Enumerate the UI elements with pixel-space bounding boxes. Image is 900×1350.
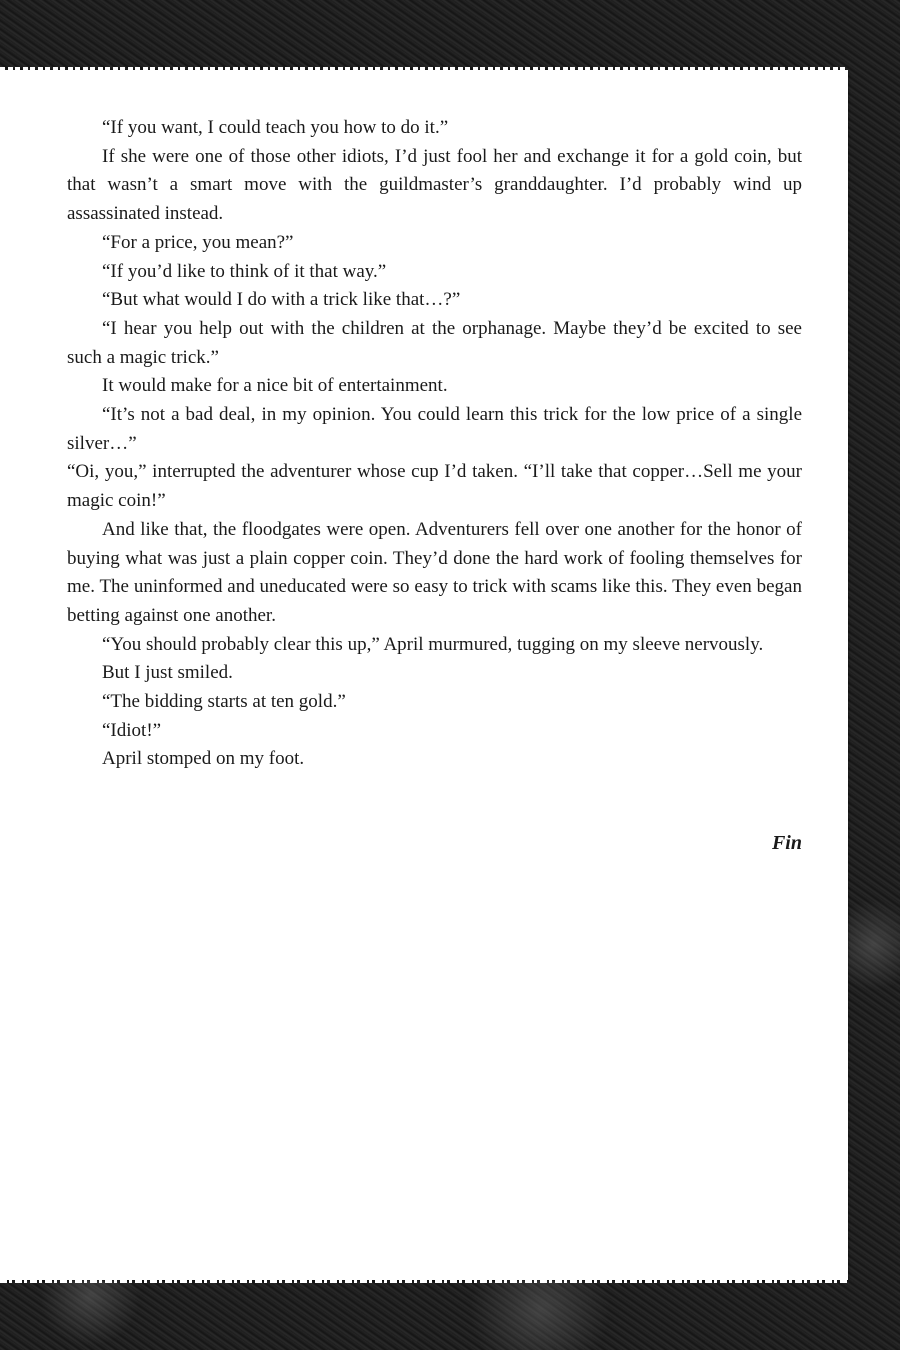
paragraph: “But what would I do with a trick like that…?”	[102, 289, 461, 311]
paragraph: “If you want, I could teach you how to do it.”	[102, 117, 449, 138]
paragraph: And like that, the floodgates were open. Adventurers fell over one another for the honor of buying what was just a plain copper coin. They’d done the hard work of fooling themselves for me. The uninformed and uneducated were so easy to trick with scams like this. They even began betting against one another.	[67, 518, 802, 626]
paragraph: “I hear you help out with the children at the orphanage. Maybe they’d be excited to see such a magic trick.”	[67, 317, 802, 368]
paragraph: If she were one of those other idiots, I’d just fool her and exchange it for a gold coin, but that wasn’t a smart move with the guildmaster’s granddaughter. I’d probably wind up assassinated instead.	[67, 145, 802, 225]
paragraph: It would make for a nice bit of entertainment.	[102, 375, 448, 397]
paragraph: “You should probably clear this up,” April murmured, tugging on my sleeve nervously.	[102, 633, 764, 655]
paragraph: “The bidding starts at ten gold.”	[102, 691, 346, 713]
paragraph: “For a price, you mean?”	[102, 231, 294, 253]
page-body-text	[67, 114, 802, 774]
paragraph: “Oi, you,” interrupted the adventurer whose cup I’d taken. “I’ll take that copper…Sell me your magic coin!”	[67, 461, 802, 512]
end-mark: Fin	[771, 832, 802, 854]
paragraph: “It’s not a bad deal, in my opinion. You could learn this trick for the low price of a single silver…”	[67, 404, 802, 454]
paragraph: April stomped on my foot.	[102, 748, 305, 770]
paragraph: But I just smiled.	[102, 662, 233, 684]
paragraph: “Idiot!”	[102, 719, 162, 741]
paragraph: “If you’d like to think of it that way.”	[102, 260, 387, 282]
